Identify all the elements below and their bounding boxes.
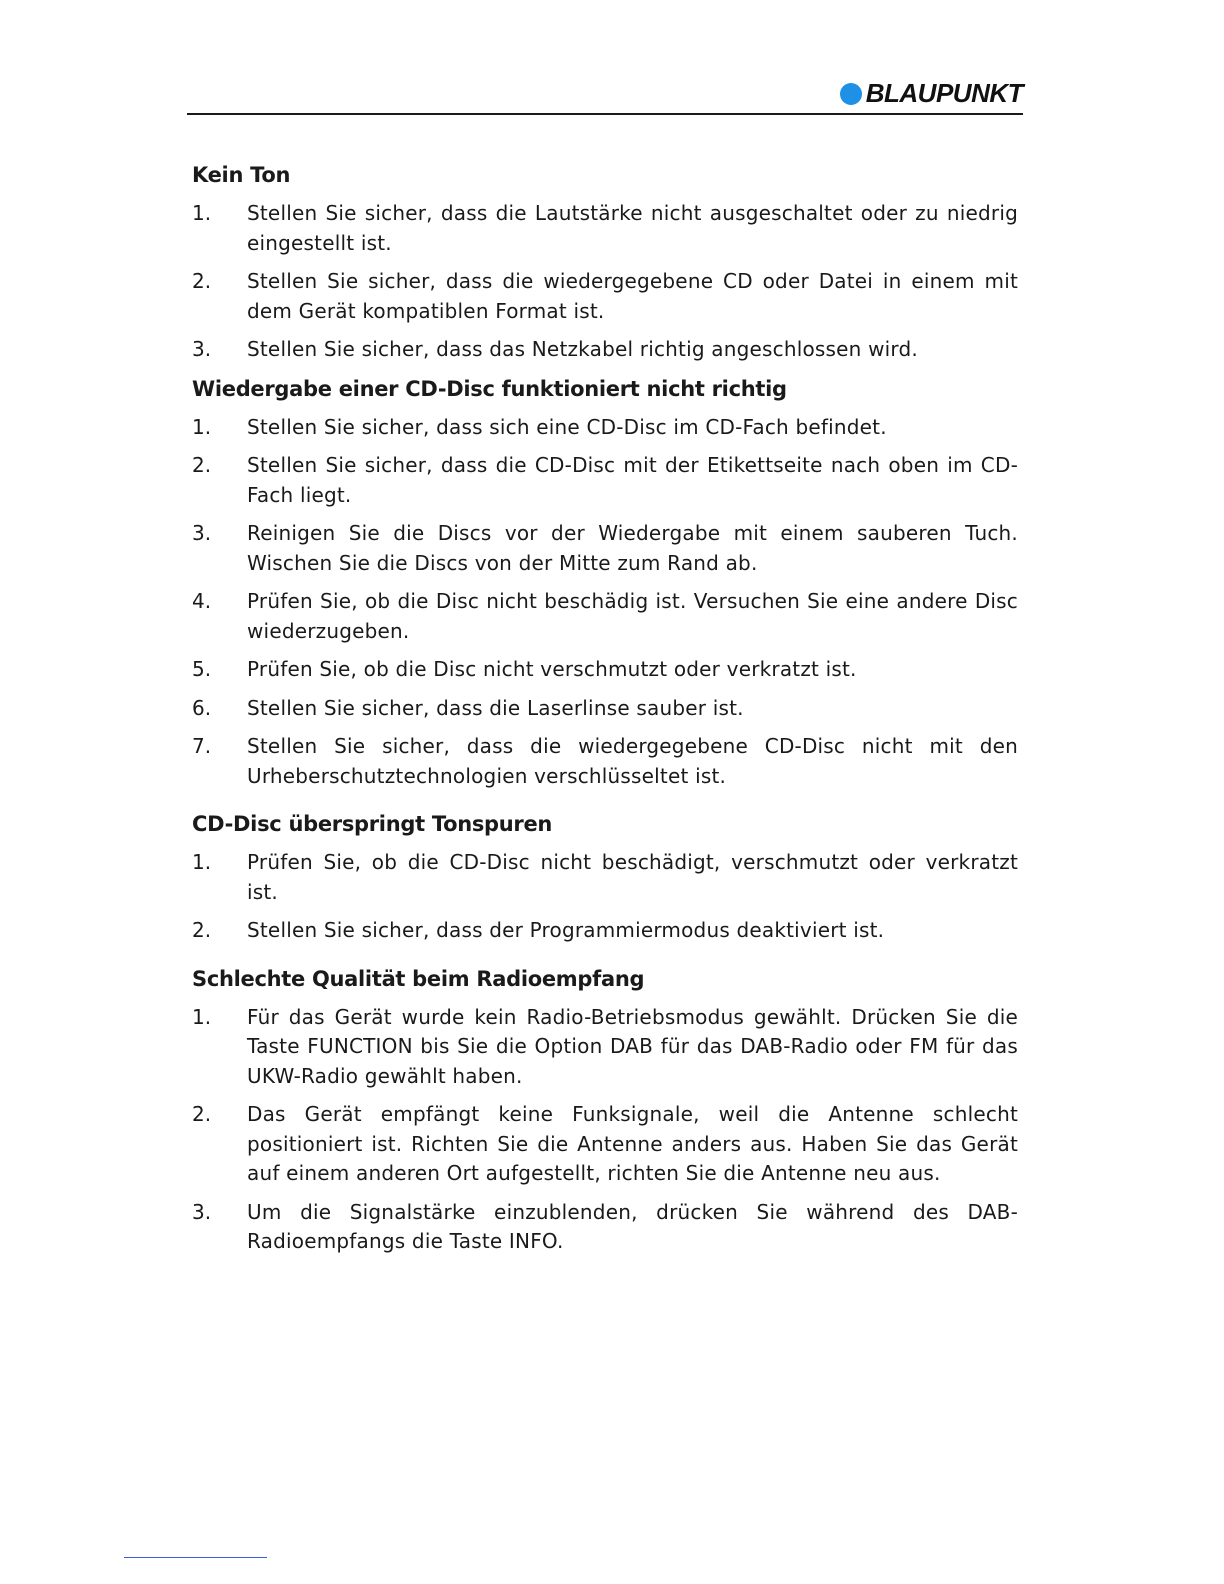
section-title: Kein Ton — [192, 163, 291, 187]
troubleshooting-list — [192, 1003, 1018, 1257]
list-item — [192, 267, 1018, 326]
item-text: Prüfen Sie, ob die Disc nicht verschmutzt oder verkratzt ist. — [247, 657, 857, 681]
brand-logo — [840, 78, 1023, 109]
list-item — [192, 451, 1018, 510]
section-tonspuren — [192, 809, 1018, 946]
list-item — [192, 1100, 1018, 1189]
item-number: 6. — [192, 695, 212, 720]
item-number: 3. — [192, 521, 212, 545]
item-text: Stellen Sie sicher, dass die wiedergegebene CD-Disc nicht mit den Urheberschutztechnologien verschlüsseltet ist. — [247, 734, 1018, 788]
list-item — [192, 916, 1018, 946]
section-radioempfang — [192, 964, 1018, 1257]
section-title: CD-Disc überspringt Tonspuren — [192, 812, 553, 836]
brand-dot-icon — [840, 83, 862, 105]
item-number: 4. — [192, 589, 212, 613]
troubleshooting-list — [192, 199, 1018, 365]
item-number: 5. — [192, 657, 212, 681]
item-text: Stellen Sie sicher, dass der Programmiermodus deaktiviert ist. — [247, 918, 885, 942]
item-text: Prüfen Sie, ob die Disc nicht beschädig ist. Versuchen Sie eine andere Disc wiederzugeben. — [247, 589, 1018, 643]
item-text: Stellen Sie sicher, dass die Laserlinse sauber ist. — [247, 695, 744, 720]
item-text: Das Gerät empfängt keine Funksignale, weil die Antenne schlecht positioniert ist. Richten Sie die Antenne anders aus. Haben Sie das Gerät auf einem anderen Ort aufgestellt, richten Sie die Antenne neu aus. — [247, 1102, 1018, 1185]
list-item — [192, 519, 1018, 578]
item-number: 3. — [192, 337, 212, 361]
troubleshooting-list — [192, 848, 1018, 946]
section-cd-wiedergabe — [192, 374, 1018, 792]
item-text: Stellen Sie sicher, dass die Lautstärke nicht ausgeschaltet oder zu niedrig eingestellt ist. — [247, 201, 1018, 255]
page-header — [187, 76, 1023, 116]
list-item — [192, 655, 1018, 685]
list-item — [192, 199, 1018, 258]
item-text: Stellen Sie sicher, dass sich eine CD-Disc im CD-Fach befindet. — [247, 414, 887, 439]
item-text: Stellen Sie sicher, dass die CD-Disc mit der Etikettseite nach oben im CD-Fach liegt. — [247, 453, 1018, 507]
section-kein-ton — [192, 160, 1018, 365]
item-text: Reinigen Sie die Discs vor der Wiedergabe mit einem sauberen Tuch. Wischen Sie die Discs von der Mitte zum Rand ab. — [247, 521, 1018, 575]
item-number: 7. — [192, 734, 212, 758]
item-text: Prüfen Sie, ob die CD-Disc nicht beschädigt, verschmutzt oder verkratzt ist. — [247, 850, 1018, 904]
footer-divider — [124, 1557, 267, 1558]
item-number: 3. — [192, 1199, 212, 1224]
item-number: 2. — [192, 453, 212, 477]
item-number: 2. — [192, 1102, 212, 1126]
troubleshooting-list — [192, 413, 1018, 792]
list-item — [192, 848, 1018, 907]
list-item — [192, 694, 1018, 724]
item-number: 1. — [192, 414, 212, 439]
list-item — [192, 335, 1018, 365]
list-item — [192, 732, 1018, 791]
section-title: Schlechte Qualität beim Radioempfang — [192, 966, 645, 991]
brand-name: BLAUPUNKT — [865, 78, 1023, 108]
item-number: 1. — [192, 1004, 212, 1029]
item-number: 2. — [192, 918, 212, 942]
item-text: Um die Signalstärke einzublenden, drücken Sie während des DAB-Radioempfangs die Taste INFO. — [247, 1199, 1018, 1253]
item-text: Stellen Sie sicher, dass das Netzkabel richtig angeschlossen wird. — [247, 337, 918, 361]
list-item — [192, 587, 1018, 646]
list-item — [192, 413, 1018, 443]
item-number: 1. — [192, 201, 212, 225]
list-item — [192, 1003, 1018, 1092]
item-number: 1. — [192, 850, 212, 874]
document-body — [192, 160, 1018, 1257]
item-text: Für das Gerät wurde kein Radio-Betriebsmodus gewählt. Drücken Sie die Taste FUNCTION bis Sie die Option DAB für das DAB-Radio oder FM für das UKW-Radio gewählt haben. — [247, 1004, 1018, 1088]
list-item — [192, 1198, 1018, 1257]
section-title: Wiedergabe einer CD-Disc funktioniert nicht richtig — [192, 376, 787, 401]
item-number: 2. — [192, 269, 212, 293]
item-text: Stellen Sie sicher, dass die wiedergegebene CD oder Datei in einem mit dem Gerät kompatiblen Format ist. — [247, 269, 1018, 323]
header-divider — [187, 113, 1023, 115]
